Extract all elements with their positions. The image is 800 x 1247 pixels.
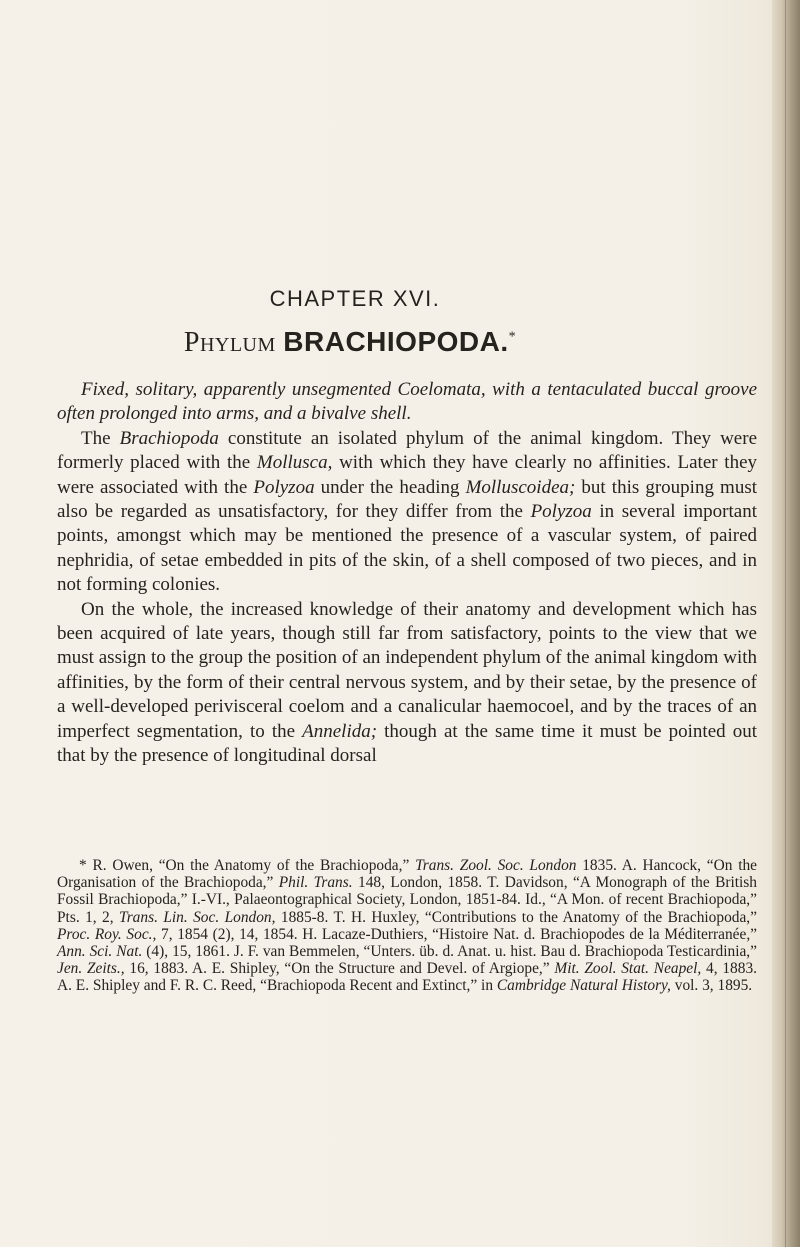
- italic-citation: Mit. Zool. Stat. Neapel,: [554, 960, 702, 978]
- phylum-word: Phylum: [183, 327, 276, 358]
- text-run: (4), 15, 1861. J. F. van Bemmelen, “Unters. üb. d. Anat. u. hist. Bau d. Brachiopoda Testicardinia,”: [142, 943, 757, 961]
- italic-citation: Trans. Zool. Soc. London: [415, 857, 577, 874]
- italic-term: Mollusca,: [256, 452, 333, 474]
- main-text: [57, 378, 757, 769]
- binding-shadow-line: [785, 0, 786, 1247]
- italic-citation: Jen. Zeits.,: [57, 960, 125, 978]
- italic-term: Polyzoa: [253, 476, 315, 498]
- paragraph-2: [57, 598, 757, 769]
- text-run: in several important points, amongst which may be mentioned the presence of a vascular system, of paired nephridia, of setae embedded in pits of the skin, of a shell composed of two pieces, and in not forming colonies.: [57, 501, 757, 596]
- text-run: * R. Owen, “On the Anatomy of the Brachiopoda,”: [79, 857, 416, 874]
- definition-paragraph: Fixed, solitary, apparently unsegmented Coelomata, with a tentaculated buccal groove often prolonged into arms, and a bivalve shell.: [57, 379, 757, 425]
- text-run: The: [81, 427, 120, 449]
- italic-term: Annelida;: [302, 720, 378, 742]
- italic-term: Brachiopoda: [119, 427, 219, 449]
- chapter-heading: CHAPTER XVI.: [269, 286, 441, 311]
- phylum-title: [100, 326, 600, 359]
- italic-citation: Ann. Sci. Nat.: [57, 943, 143, 961]
- text-run: 4, 1883. A. E. Shipley and F. R. C. Reed, “Brachiopoda Recent and Extinct,” in: [57, 960, 757, 995]
- italic-term: Molluscoidea;: [465, 476, 576, 498]
- page-binding-edge: [772, 0, 800, 1247]
- text-run: 1885-8. T. H. Huxley, “Contributions to the Anatomy of the Brachiopoda,”: [275, 908, 757, 926]
- footnote-text: [57, 857, 757, 995]
- italic-citation: Cambridge Natural History,: [496, 977, 671, 995]
- italic-citation: Phil. Trans.: [278, 874, 353, 892]
- phylum-name: BRACHIOPODA.: [283, 326, 509, 357]
- text-run: 16, 1883. A. E. Shipley, “On the Structure and Devel. of Argiope,”: [124, 960, 555, 978]
- footnote: [57, 857, 757, 995]
- text-run: with which they have clearly no affinities. Later they were associated with the: [57, 452, 758, 498]
- text-run: under the heading: [314, 476, 466, 498]
- text-run: 7, 1854 (2), 14, 1854. H. Lacaze-Duthiers, “Histoire Nat. d. Brachiopodes de la Méditerranée,”: [156, 925, 757, 943]
- text-run: 148, London, 1858. T. Davidson, “A Monograph of the British Fossil Brachiopoda,” I.-VI., Palaeontographical Society, London, 1851-84. Id., “A Mon. of recent Brachiopoda,” Pts. 1, 2,: [57, 874, 757, 926]
- italic-citation: Trans. Lin. Soc. London,: [118, 908, 276, 926]
- paragraph-1: [57, 427, 757, 598]
- text-run: 1835. A. Hancock, “On the Organisation of the Brachiopoda,”: [57, 857, 757, 892]
- text-run: constitute an isolated phylum of the animal kingdom. They were formerly placed with the: [57, 427, 758, 474]
- text-run: but this grouping must also be regarded as unsatisfactory, for they differ from the: [57, 476, 758, 523]
- text-run: though at the same time it must be pointed out that by the presence of longitudinal dorsal: [57, 720, 757, 767]
- text-run: vol. 3, 1895.: [670, 977, 753, 995]
- italic-term: Polyzoa: [530, 501, 592, 523]
- text-run: On the whole, the increased knowledge of their anatomy and development which has been acquired of late years, though still far from satisfactory, points to the view that we must assign to the group the position of an independent phylum of the animal kingdom with affinities, by the form of their central nervous system, and by their setae, by the presence of a well-developed perivisceral coelom and a canalicular haemocoel, and by the traces of an imperfect segmentation, to the: [57, 598, 757, 742]
- italic-citation: Proc. Roy. Soc.,: [57, 925, 157, 943]
- footnote-mark: *: [508, 329, 517, 345]
